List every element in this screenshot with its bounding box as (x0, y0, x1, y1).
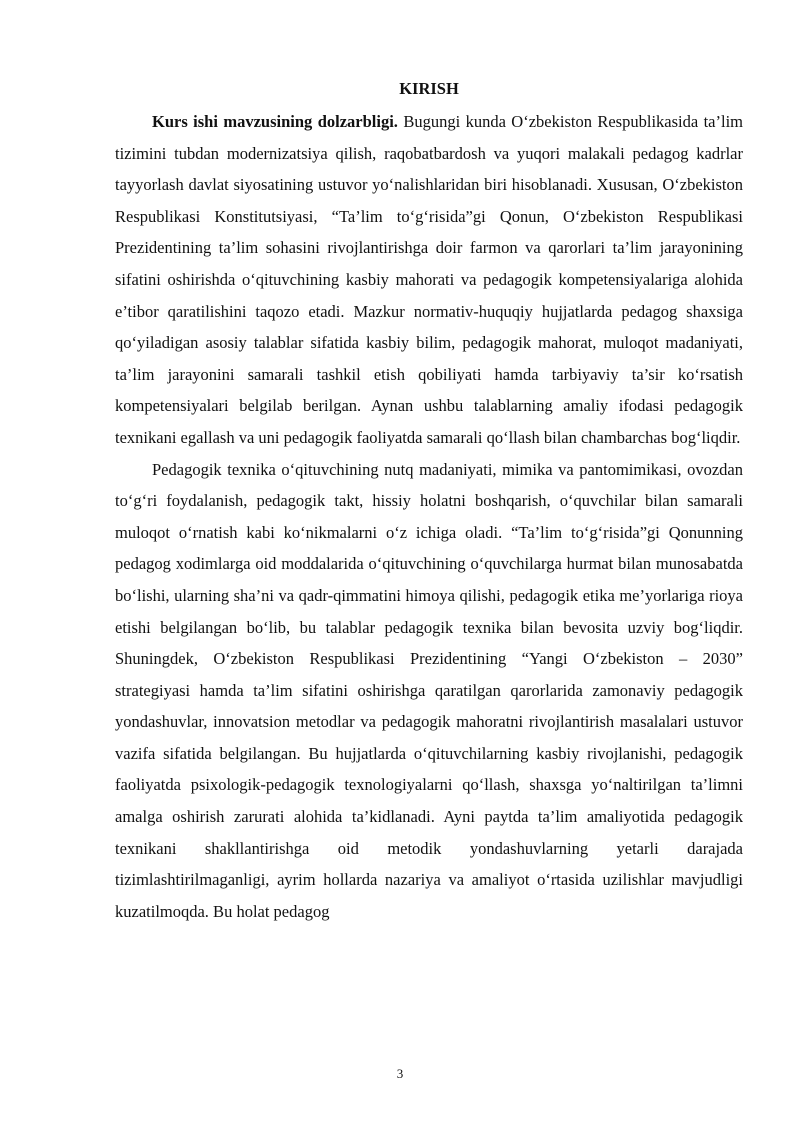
section-heading: KIRISH (399, 79, 459, 98)
document-page (115, 76, 743, 927)
paragraph-relevance (115, 106, 743, 454)
paragraph-body: Bugungi kunda O‘zbekiston Respublikasida ta’lim tizimini tubdan modernizatsiya qilish, raqobatbardosh va yuqori malakali pedagog kadrlar tayyorlash davlat siyosatining ustuvor yo‘nalishlaridan biri hisoblanadi. Xususan, O‘zbekiston Respublikasi Konstitutsiyasi, “Ta’lim to‘g‘risida”gi Qonun, O‘zbekiston Respublikasi Prezidentining ta’lim sohasini rivojlantirishga doir farmon va qarorlari ta’lim jarayonining sifatini oshirishda o‘qituvchining kasbiy mahorati va pedagogik kompetensiyalariga alohida e’tibor qaratilishini taqozo etadi. Mazkur normativ-huquqiy hujjatlarda pedagog shaxsiga qo‘yiladigan asosiy talablar sifatida kasbiy bilim, pedagogik mahorat, muloqot madaniyati, ta’lim jarayonini samarali tashkil etish qobiliyati hamda tarbiyaviy ta’sir ko‘rsatish kompetensiyalari belgilab berilgan. Aynan ushbu talablarning amaliy ifodasi pedagogik texnikani egallash va uni pedagogik faoliyatda samarali qo‘llash bilan chambarchas bog‘liqdir. (115, 112, 743, 447)
paragraph-pedagogical-technique: Pedagogik texnika o‘qituvchining nutq madaniyati, mimika va pantomimikasi, ovozdan to‘g‘ri foydalanish, pedagogik takt, hissiy holatni boshqarish, o‘quvchilar bilan samarali muloqot o‘rnatish kabi ko‘nikmalarni o‘z ichiga oladi. “Ta’lim to‘g‘risida”gi Qonunning pedagog xodimlarga oid moddalarida o‘qituvchining o‘quvchilarga hurmat bilan munosabatda bo‘lishi, ularning sha’ni va qadr-qimmatini himoya qilishi, pedagogik etika me’yorlariga rioya etishi belgilangan bo‘lib, bu talablar pedagogik texnika bilan bevosita uzviy bog‘liqdir. Shuningdek, O‘zbekiston Respublikasi Prezidentining “Yangi O‘zbekiston – 2030” strategiyasi hamda ta’lim sifatini oshirishga qaratilgan qarorlarida zamonaviy pedagogik yondashuvlar, innovatsion metodlar va pedagogik mahoratni rivojlantirish masalalari ustuvor vazifa sifatida belgilangan. Bu hujjatlarda o‘qituvchilarning kasbiy rivojlanishi, pedagogik faoliyatda psixologik-pedagogik texnologiyalarni qo‘llash, shaxsga yo‘naltirilgan ta’limni amalga oshirish zarurati alohida ta’kidlanadi. Ayni paytda ta’lim amaliyotida pedagogik texnikani shakllantirishga oid metodik yondashuvlarning yetarli darajada tizimlashtirilmaganligi, ayrim hollarda nazariya va amaliyot o‘rtasida uzilishlar mavjudligi kuzatilmoqda. Bu holat pedagog (115, 459, 743, 921)
page-number: 3 (396, 1066, 404, 1081)
paragraph-lead: Kurs ishi mavzusining dolzarbligi. (152, 112, 398, 131)
